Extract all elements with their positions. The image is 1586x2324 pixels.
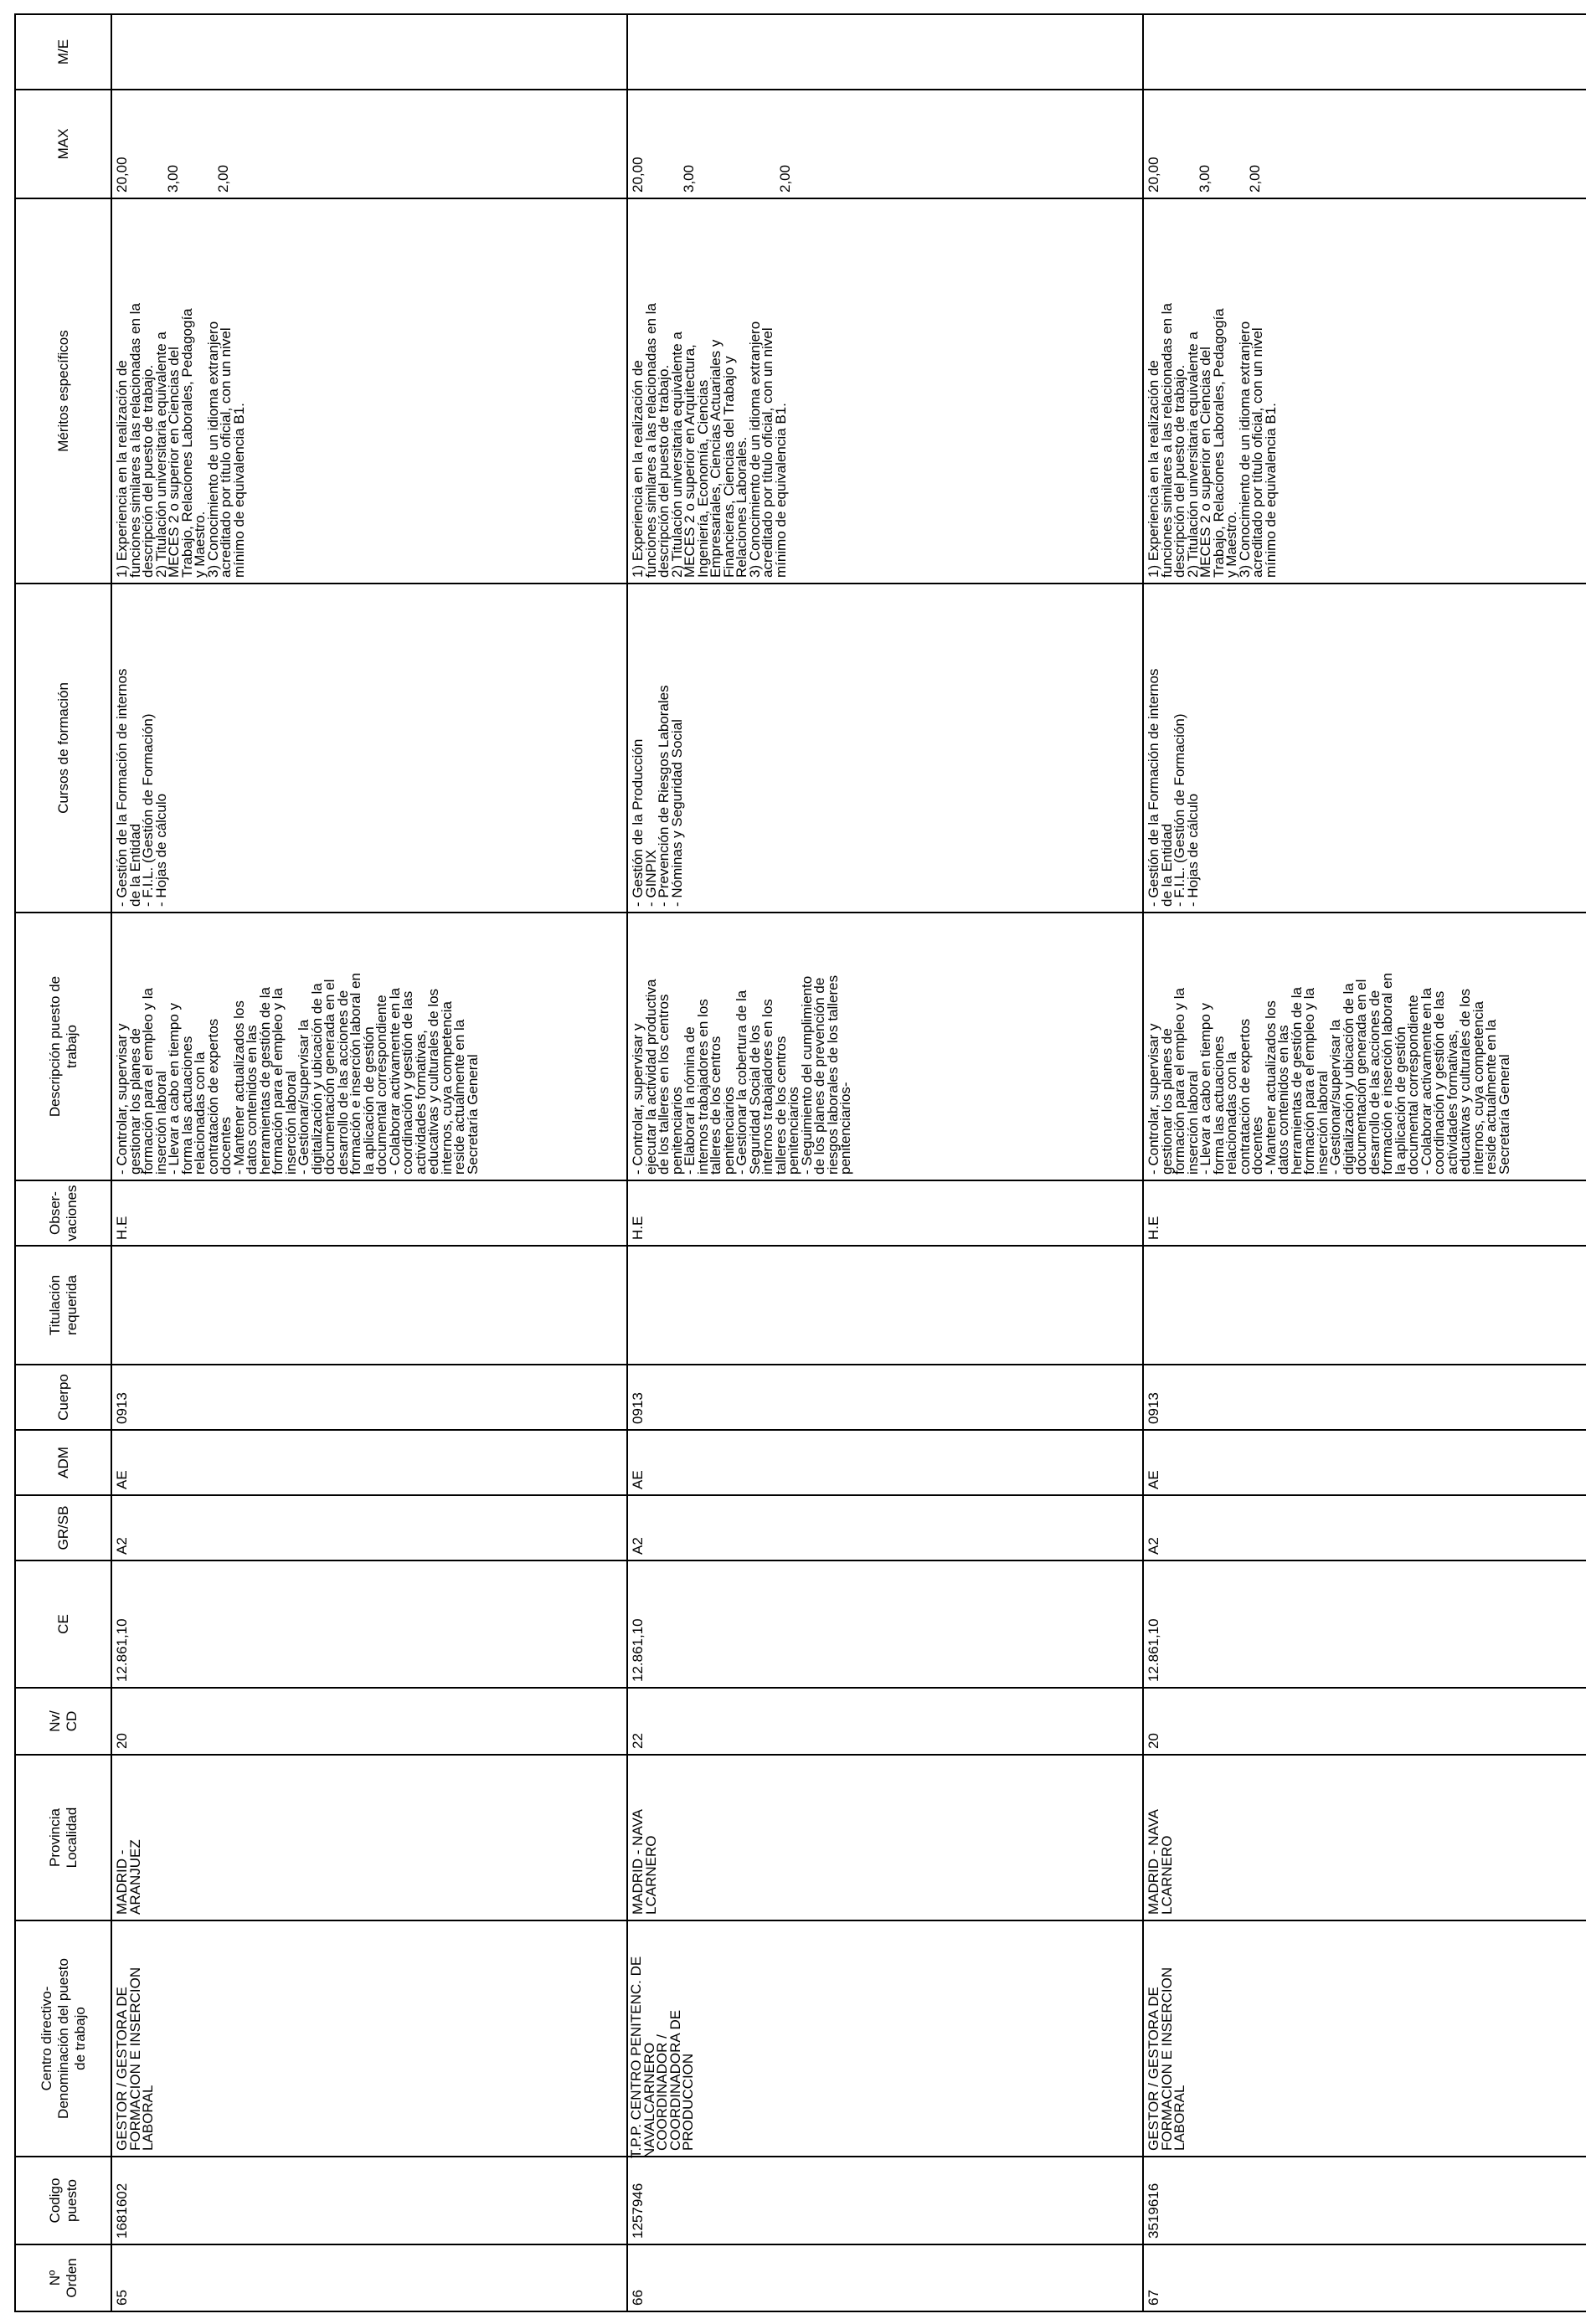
cell-codigo: 3519616: [1143, 2157, 1586, 2244]
cell-cuerpo: 0913: [627, 1365, 1143, 1430]
header-grupo: GR/SB: [15, 1495, 111, 1560]
header-adm: ADM: [15, 1430, 111, 1495]
cell-meritos: 1) Experiencia en la realización de funciones similares a las relacionadas en la descripción del puesto de trabajo. 2) Titulación universitaria equivalente a MECES 2 o superior en Ciencias del Trabajo, Relaciones Laborales, Pedagogía y Maestro. 3) Conocimiento de un idioma extranjero acreditado por título oficial, con un nivel mínimo de equivalencia B1.: [111, 198, 627, 584]
max-value: 2,00: [777, 164, 793, 193]
cell-cuerpo: 0913: [1143, 1365, 1586, 1430]
cell-observaciones: H.E: [627, 1180, 1143, 1246]
centro-directivo-header: T.P.P. CENTRO PENITENC. DE NAVALCARNERO: [628, 1956, 657, 2158]
cell-cursos: - Gestión de la Formación de internos de la Entidad - F.I.L. (Gestión de Formación) - Hojas de cálculo: [111, 584, 627, 913]
cell-nivel: 22: [627, 1688, 1143, 1755]
cell-centro: [627, 1920, 1143, 2157]
cell-codigo: 1681602: [111, 2157, 627, 2244]
cell-cuerpo: 0913: [111, 1365, 627, 1430]
cell-descripcion: - Controlar, supervisar y ejecutar la actividad productiva de los talleres en los centros penitenciarios - Elaborar la nómina de internos trabajadores en los talleres de los centros penitenciarios - Gestionar la cobertura de la Seguridad Social de los internos trabajadores en los talleres de los centros penitenciarios - Seguimiento del cumplimiento de los planes de prevención de riesgos laborales de los talleres penitenciarios-: [627, 913, 1143, 1180]
cell-max: [627, 90, 1143, 198]
max-value: 3,00: [680, 164, 697, 193]
cell-me: [111, 14, 627, 90]
header-codigo: Codigo puesto: [15, 2157, 111, 2244]
cell-me: [1143, 14, 1586, 90]
header-titulacion: Titulación requerida: [15, 1246, 111, 1365]
max-value: 2,00: [215, 164, 231, 193]
header-meritos: Méritos específicos: [15, 198, 111, 584]
header-orden: Nº Orden: [15, 2244, 111, 2311]
max-value: 20,00: [114, 157, 130, 193]
header-cuerpo: Cuerpo: [15, 1365, 111, 1430]
cell-nivel: 20: [1143, 1688, 1586, 1755]
table-header-row: [15, 14, 111, 2311]
header-descripcion: Descripción puesto de trabajo: [15, 913, 111, 1180]
cell-ce: 12.861,10: [111, 1560, 627, 1688]
max-value: 2,00: [1247, 164, 1263, 193]
cell-observaciones: H.E: [1143, 1180, 1586, 1246]
cell-titulacion: [627, 1246, 1143, 1365]
cell-centro: [1143, 1920, 1586, 2157]
header-observaciones: Obser- vaciones: [15, 1180, 111, 1246]
cell-codigo: 1257946: [627, 2157, 1143, 2244]
cell-cursos: - Gestión de la Formación de internos de la Entidad - F.I.L. (Gestión de Formación) - Hojas de cálculo: [1143, 584, 1586, 913]
max-value: 3,00: [164, 164, 181, 193]
cell-descripcion: - Controlar, supervisar y gestionar los planes de formación para el empleo y la inserción laboral - Llevar a cabo en tiempo y forma las actuaciones relacionadas con la contratación de expertos docentes - Mantener actualizados los datos contenidos en las herramientas de gestión de la formación para el empleo y la inserción laboral - Gestionar/supervisar la digitalización y ubicación de la documentación generada en el desarrollo de las acciones de formación e inserción laboral en la aplicación de gestión documental correspondiente - Colaborar activamente en la coordinación y gestión de las actividades formativas, educativas y culturales de los internos, cuya competencia reside actualmente en la Secretaría General: [1143, 913, 1586, 1180]
cell-descripcion: - Controlar, supervisar y gestionar los planes de formación para el empleo y la inserción laboral - Llevar a cabo en tiempo y forma las actuaciones relacionadas con la contratación de expertos docentes - Mantener actualizados los datos contenidos en las herramientas de gestión de la formación para el empleo y la inserción laboral - Gestionar/supervisar la digitalización y ubicación de la documentación generada en el desarrollo de las acciones de formación e inserción laboral en la aplicación de gestión documental correspondiente - Colaborar activamente en la coordinación y gestión de las actividades formativas, educativas y culturales de los internos, cuya competencia reside actualmente en la Secretaría General: [111, 913, 627, 1180]
cell-centro: [111, 1920, 627, 2157]
table-row: [111, 14, 627, 2311]
max-value: 20,00: [1146, 157, 1161, 193]
cell-denominacion: GESTOR / GESTORA DE FORMACION E INSERCION LABORAL: [1146, 1967, 1187, 2151]
cell-nivel: 20: [111, 1688, 627, 1755]
table-row: [627, 14, 1143, 2311]
cell-meritos: 1) Experiencia en la realización de funciones similares a las relacionadas en la descripción del puesto de trabajo. 2) Titulación universitaria equivalente a MECES 2 o superior en Ciencias del Trabajo, Relaciones Laborales, Pedagogía y Maestro. 3) Conocimiento de un idioma extranjero acreditado por título oficial, con un nivel mínimo de equivalencia B1.: [1143, 198, 1586, 584]
cell-titulacion: [111, 1246, 627, 1365]
header-cursos: Cursos de formación: [15, 584, 111, 913]
cell-adm: AE: [111, 1430, 627, 1495]
cell-meritos: 1) Experiencia en la realización de funciones similares a las relacionadas en la descripción del puesto de trabajo. 2) Titulación universitaria equivalente a MECES 2 o superior en Arquitectura, Ingeniería, Economía, Ciencias Empresariales, Ciencias Actuariales y Financieras, Ciencias del Trabajo y Relaciones Laborales. 3) Conocimiento de un idioma extranjero acreditado por título oficial, con un nivel mínimo de equivalencia B1.: [627, 198, 1143, 584]
cell-me: [627, 14, 1143, 90]
cell-ce: 12.861,10: [1143, 1560, 1586, 1688]
cell-grupo: A2: [627, 1495, 1143, 1560]
cell-adm: AE: [627, 1430, 1143, 1495]
cell-titulacion: [1143, 1246, 1586, 1365]
cell-denominacion: GESTOR / GESTORA DE FORMACION E INSERCION LABORAL: [114, 1967, 156, 2151]
cell-denominacion: COORDINADOR / COORDINADORA DE PRODUCCION: [654, 2009, 696, 2151]
cell-orden: 66: [627, 2244, 1143, 2311]
cell-orden: 65: [111, 2244, 627, 2311]
cell-provincia: MADRID - NAVA LCARNERO: [627, 1755, 1143, 1920]
cell-orden: 67: [1143, 2244, 1586, 2311]
cell-provincia: MADRID - NAVA LCARNERO: [1143, 1755, 1586, 1920]
max-value: 3,00: [1196, 164, 1213, 193]
cell-ce: 12.861,10: [627, 1560, 1143, 1688]
cell-max: [1143, 90, 1586, 198]
header-ce: CE: [15, 1560, 111, 1688]
cell-observaciones: H.E: [111, 1180, 627, 1246]
header-provincia: Provincia Localidad: [15, 1755, 111, 1920]
header-max: MAX: [15, 90, 111, 198]
max-value: 20,00: [630, 157, 646, 193]
cell-cursos: - Gestión de la Producción - GINPIX - Prevención de Riesgos Laborales - Nóminas y Seguridad Social: [627, 584, 1143, 913]
header-nivel: Nv/ CD: [15, 1688, 111, 1755]
cell-grupo: A2: [111, 1495, 627, 1560]
cell-max: [111, 90, 627, 198]
cell-adm: AE: [1143, 1430, 1586, 1495]
header-me: M/E: [15, 14, 111, 90]
table-row: [1143, 14, 1586, 2311]
cell-provincia: MADRID - ARANJUEZ: [111, 1755, 627, 1920]
header-centro: Centro directivo- Denominación del puesto de trabajo: [15, 1920, 111, 2157]
cell-grupo: A2: [1143, 1495, 1586, 1560]
job-positions-table: [14, 13, 1586, 2312]
